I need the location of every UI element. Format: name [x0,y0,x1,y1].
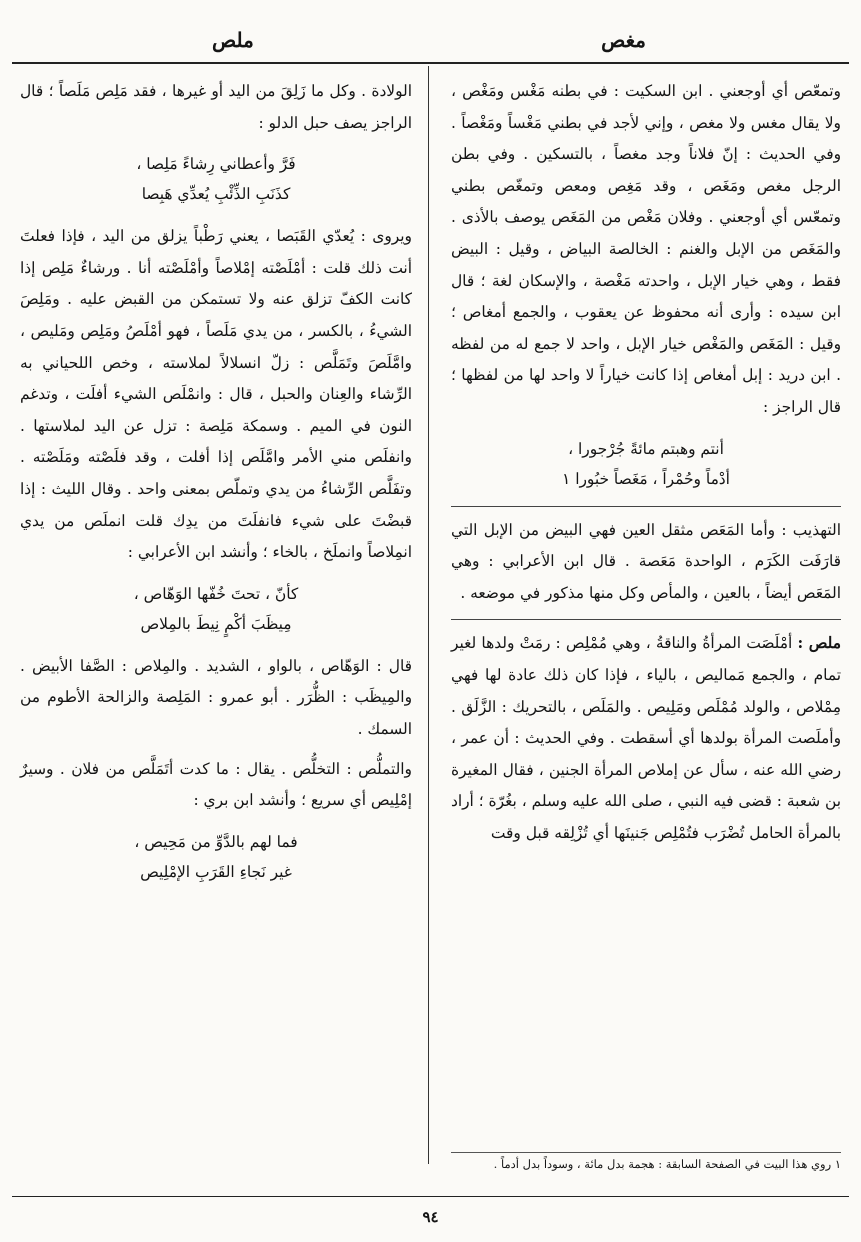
verse-line: فَرَّ وأعطاني رِشاءً مَلِصا ، [136,155,296,174]
verse-line: فما لهم بالدَّوِّ من مَحِيص ، [134,832,298,851]
section-separator [451,506,841,507]
verse-line: كأنّ ، تحتَ خُفّها الوَهّاص ، [133,584,299,603]
header-rule [12,62,849,64]
column-divider [428,66,429,1164]
verse-line: غير نَجاءِ القَرَبِ الإمْلِيص [140,862,292,881]
verse [20,579,412,639]
footnote-rule [451,1152,841,1153]
footnote: ١ روي هذا البيت في الصفحة السابقة : هجمة بدل مائة ، وسوداً بدل أدماً . [493,1157,841,1171]
entry-paragraph [451,628,841,849]
header-root-right: مغص [601,28,646,52]
paragraph: التهذيب : وأما المَعَص مثقل العين فهي البيض من الإبل التي قارَفَت الكَرَم ، الواحدة مَعَصة . قال ابن الأعرابي : وهي المَعَص أيضاً ، بالعين ، والمأص وكل منها مذكور في موضعه . [451,520,841,602]
paragraph: والتملُّص : التخلُّص . يقال : ما كدت أتَمَلَّص من فلان . وسيرٌ إمْلِيص أي سريع ؛ وأنشد ابن بري : [20,759,412,810]
verse-line: أنتم وهبتم مائةً جُرْجورا ، [568,439,724,458]
paragraph: قال : الوَهّاص ، بالواو ، الشديد . والمِلاص : الصَّفا الأبيض . والمِيظَب : الظُّرَر . أبو عمرو : المَلِصة والزالحة الأطوم من السمك . [20,656,412,738]
right-column [451,76,841,849]
paragraph: وتمعّص أي أوجعني . ابن السكيت : في بطنه مَغْس ومَغْص ، ولا يقال مغس ولا مغص ، وإني لأجد في بطني مَغْساً ومَغْصاً . وفي الحديث : إنّ فلاناً وجد مغصاً ، بالتسكين . وفي بطن الرجل مغص ومَغَص ، وقد مَغِص ومعص وتمغّص بطني وتمعّس أي أوجعني . وفلان مَغْص من المَغَص يوصف بالأذى . والمَغَص من الإبل والغنم : الخالصة البياض ، وقيل : البيض فقط ، وهي خيار الإبل ، واحدته مَغْصة ، والإسكان لغة ؛ قال ابن سيده : وأرى أنه محفوظ عن يعقوب ، والجمع أمغاص ؛ وقيل : المَغَص والمَغْص خيار الإبل ، واحد لا جمع له من لفظه . ابن دريد : إبل أمغاص إذا كانت خياراً لا واحد لها من لفظها ؛ قال الراجز : [451,82,841,416]
verse-line: مِيظَبَ أكْمٍ نِيطَ بالمِلاص [140,614,292,633]
footer-rule [12,1196,849,1197]
entry-headword: ملص : [797,634,841,653]
entry-text: أمْلَصَت المرأةُ والناقةُ ، وهي مُمْلِص : رمَتْ ولدها لغير تمام ، والجمع مَماليص ، بالياء ، فإذا كان ذلك عادة لها فهي مِمْلاص ، والولد مُمْلَص ومَلِيص . والمَلَص ، بالتحريك : الزَّلَق . وأملَصت المرأة بولدها أي أسقطت . وفي الحديث : أن عمر ، رضي الله عنه ، سأل عن إملاص المرأة الجنين ، فقال المغيرة بن شعبة : قضى فيه النبي ، صلى الله عليه وسلم ، بغُرّة ؛ أراد بالمرأة الحامل تُضْرَب فتُمْلِص جَنينَها أي تُزْلِقه قبل وقت [451,634,841,842]
header-root-left: ملص [212,28,254,52]
verse-line: أدْماً وحُمْراً ، مَغَصاً خبُورا ١ [562,469,730,488]
verse [451,434,841,494]
verse [20,827,412,887]
paragraph: الولادة . وكل ما زَلِقَ من اليد أو غيرها ، فقد مَلِص مَلَصاً ؛ قال الراجز يصف حبل الدلو : [20,82,412,132]
verse [20,149,412,209]
entry-separator [451,619,841,620]
verse-line: كذَنَبِ الذِّئْبِ يُعدِّي هَبِصا [141,185,291,204]
left-column [20,76,412,899]
page-number: ٩٤ [422,1208,439,1226]
paragraph: ويروى : يُعدّي القَبَصا ، يعني رَطْباً يزلق من اليد ، فإذا فعلتَ أنت ذلك قلت : أمْلَصْته إمْلاصاً وأمْلَصْته أنا . ورشاءٌ مَلِص إذا كانت الكفّ تزلق عنه ولا تستمكن من القبض عليه . ومَلِصَ الشيءُ ، بالكسر ، من يدي مَلَصاً ، فهو أمْلَصُ ومَلِص ومَليص ، وامَّلَصَ وتَمَلَّص : زلّ انسلالاً لملاسته ، وخص اللحياني به الرِّشاء والعِنان والحبل ، قال : وانمْلَص الشيء أفلَت ، وتدغم النون في الميم . وسمكة مَلِصة : تزل عن اليد لملاستها . وانفلَص مني الأمر وامَّلَص إذا أفلت ، وقد فلَصْته ومَلَصْته . وتفَلَّص الرِّشاءُ من يدي وتملّص بمعنى واحد . وقال الليث : إذا قبضْتَ على شيء فانفلَتَ من يدِك قلت انملَص من يدي انمِلاصاً وانملَخ ، بالخاء ؛ وأنشد ابن الأعرابي : [20,227,412,562]
page-header [0,18,861,58]
